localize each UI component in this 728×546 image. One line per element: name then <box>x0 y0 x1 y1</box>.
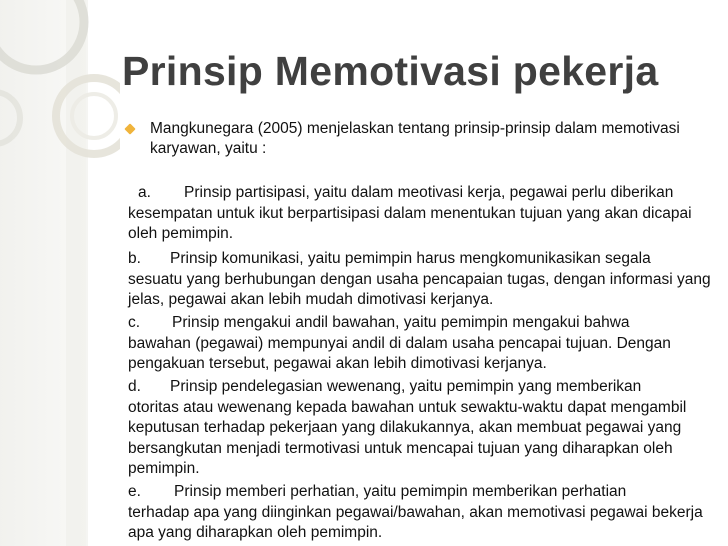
slide-title: Prinsip Memotivasi pekerja <box>122 48 659 94</box>
list-item-e <box>128 482 718 544</box>
item-marker: c. <box>128 314 141 331</box>
intro-bullet-text: Mangkunegara (2005) menjelaskan tentang prinsip-prinsip dalam memotivasi karyawan, yaitu : <box>150 120 680 157</box>
item-text: bawahan (pegawai) mempunyai andil di dalam usaha pencapai tujuan. Dengan pengakuan tersebut, pegawai akan lebih dimotivasi kerjanya. <box>128 334 671 372</box>
bullet-diamond-icon <box>124 123 135 134</box>
item-lead: Prinsip mengakui andil bawahan, yaitu pemimpin mengakui bahwa <box>172 314 630 331</box>
item-text: sesuatu yang berhubungan dengan usaha pencapaian tugas, dengan informasi yang jelas, pegawai akan lebih mudah dimotivasi kerjanya. <box>128 270 711 308</box>
list-item-d <box>128 377 718 480</box>
item-marker: e. <box>128 483 141 500</box>
item-marker: a. <box>138 184 151 201</box>
decorative-rings <box>0 0 120 546</box>
item-lead: Prinsip partisipasi, yaitu dalam meotivasi kerja, pegawai perlu diberikan <box>184 184 674 201</box>
item-text: terhadap apa yang diinginkan pegawai/bawahan, akan memotivasi pegawai bekerja apa yang diharapkan oleh pemimpin. <box>128 503 703 541</box>
item-lead: Prinsip memberi perhatian, yaitu pemimpin memberikan perhatian <box>174 483 627 500</box>
list-item-b <box>128 249 718 311</box>
list-item-a <box>128 183 718 245</box>
intro-bullet <box>128 119 718 159</box>
item-text: kesempatan untuk ikut berpartisipasi dalam menentukan tujuan yang akan dicapai oleh pemimpin. <box>128 204 692 242</box>
list-item-c <box>128 313 718 375</box>
item-lead: Prinsip pendelegasian wewenang, yaitu pemimpin yang memberikan <box>170 378 642 395</box>
item-marker: d. <box>128 378 141 395</box>
item-marker: b. <box>128 250 141 267</box>
item-text: otoritas atau wewenang kepada bawahan untuk sewaktu-waktu dapat mengambil keputusan terhadap pekerjaan yang dilakukannya, akan membuat pegawai yang bersangkutan menjadi termotivasi untuk mencapai tujuan yang diharapkan oleh pemimpin. <box>128 398 687 477</box>
item-lead: Prinsip komunikasi, yaitu pemimpin harus mengkomunikasikan segala <box>170 250 651 267</box>
